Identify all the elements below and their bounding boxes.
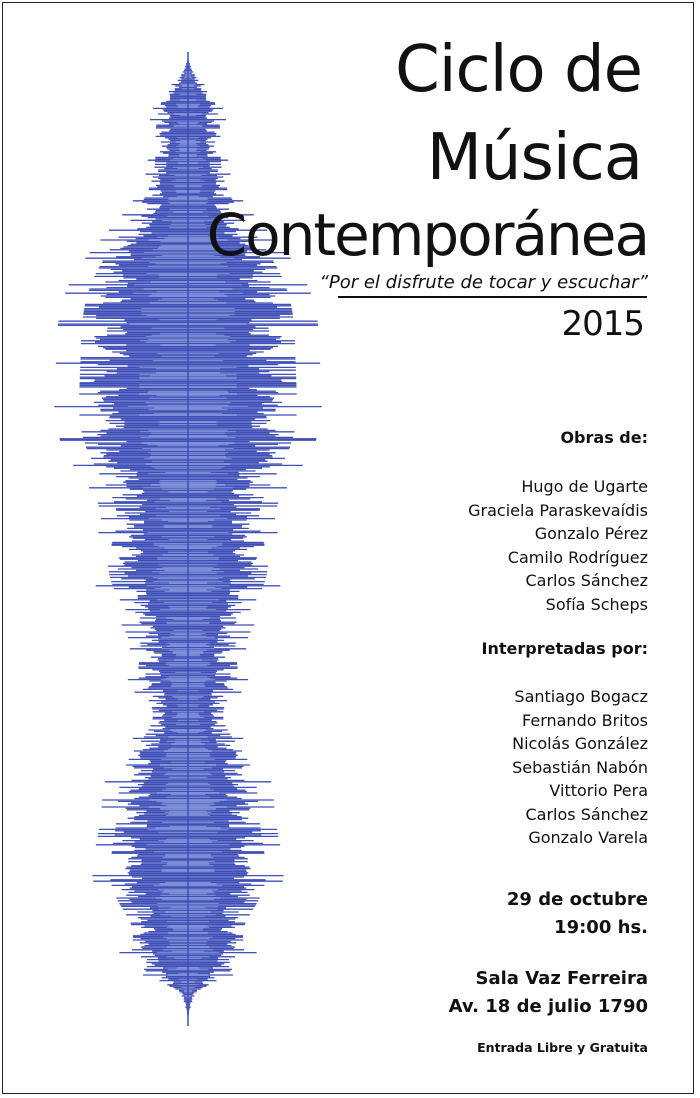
title-line-2: Música xyxy=(426,121,642,195)
composers-list xyxy=(468,475,648,616)
venue-address: Av. 18 de julio 1790 xyxy=(448,996,648,1017)
audio-waveform-icon xyxy=(40,40,340,1030)
list-item: Sebastián Nabón xyxy=(512,757,648,777)
list-item: Camilo Rodríguez xyxy=(507,547,648,567)
composers-heading: Obras de: xyxy=(560,428,648,447)
venue-name: Sala Vaz Ferreira xyxy=(475,968,648,989)
list-item: Gonzalo Varela xyxy=(528,828,648,847)
event-time: 19:00 hs. xyxy=(554,917,648,938)
list-item: Carlos Sánchez xyxy=(525,804,648,824)
list-item: Fernando Britos xyxy=(522,710,648,730)
list-item: Nicolás González xyxy=(512,734,648,753)
list-item: Gonzalo Pérez xyxy=(534,524,648,543)
title-line-3: Contemporánea xyxy=(206,201,648,269)
year: 2015 xyxy=(561,304,644,344)
list-item: Carlos Sánchez xyxy=(525,571,648,590)
event-date: 29 de octubre xyxy=(506,889,648,910)
list-item: Santiago Bogacz xyxy=(514,687,648,706)
list-item: Vittorio Pera xyxy=(549,781,648,800)
entry-notice: Entrada Libre y Gratuita xyxy=(477,1040,648,1055)
performers-heading: Interpretadas por: xyxy=(481,639,648,658)
event-datetime xyxy=(507,886,648,942)
subtitle: “Por el disfrute de tocar y escuchar” xyxy=(319,272,648,293)
title-divider xyxy=(338,296,647,298)
list-item: Sofía Scheps xyxy=(545,594,648,614)
title-line-1: Ciclo de xyxy=(395,33,642,107)
list-item: Graciela Paraskevaídis xyxy=(468,500,648,520)
list-item: Hugo de Ugarte xyxy=(521,477,648,496)
event-location xyxy=(449,965,648,1021)
performers-list xyxy=(512,685,648,850)
